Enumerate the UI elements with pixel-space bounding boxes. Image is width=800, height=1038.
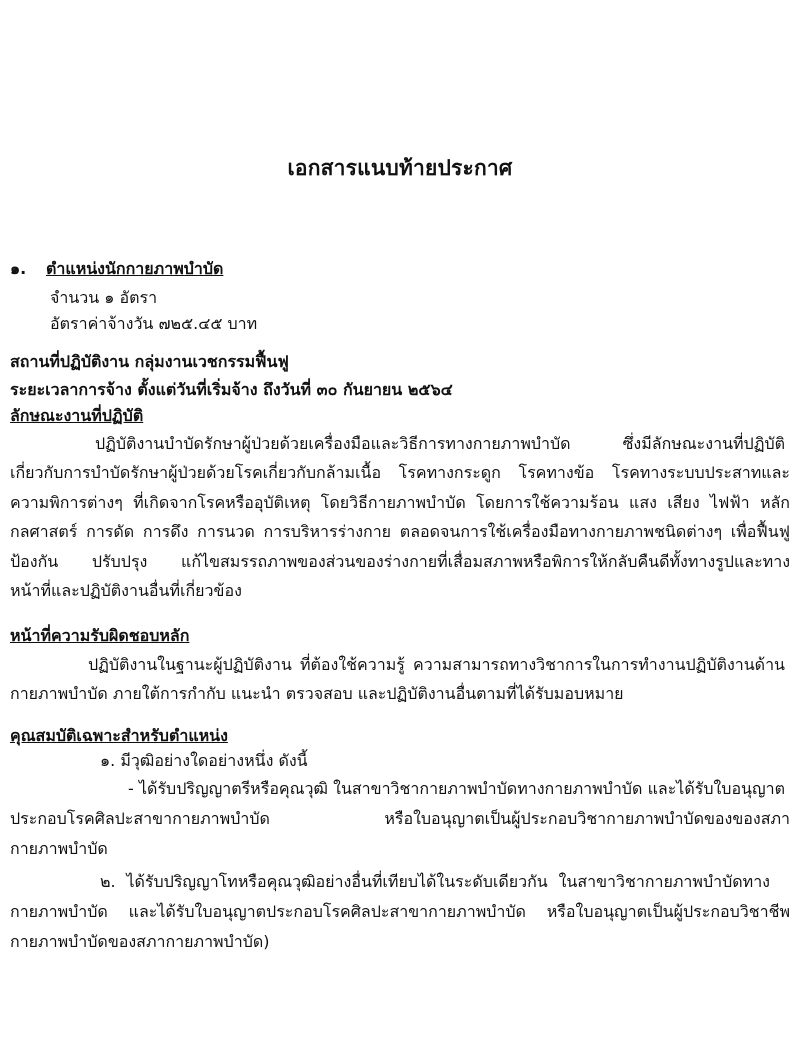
responsibilities-line: กายภาพบำบัด ภายใต้การกำกับ แนะนำ ตรวจสอบ และปฏิบัติงานอื่นตามที่ได้รับมอบหมาย [10,684,624,703]
position-name: ตำแหน่งนักกายภาพบำบัด [46,259,224,278]
workplace: สถานที่ปฏิบัติงาน กลุ่มงานเวชกรรมฟื้นฟู [10,352,289,371]
job-nature-line: กลศาสตร์ การดัด การดึง การนวด การบริหารร่างกาย ตลอดจนการใช้เครื่องมือทางกายภาพชนิดต่างๆ เพื่อฟื้นฟู [10,522,790,541]
qualification-item-1-line: - ได้รับปริญญาตรีหรือคุณวุฒิ ในสาขาวิชากายภาพบำบัดทางกายภาพบำบัด และได้รับใบอนุญาต [128,779,785,798]
job-nature-heading: ลักษณะงานที่ปฏิบัติ [10,406,144,425]
qualifications-heading: คุณสมบัติเฉพาะสำหรับตำแหน่ง [10,726,228,745]
qualification-item-1-line: กายภาพบำบัด [10,839,108,858]
qualification-item-1-line: ประกอบโรคศิลปะสาขากายภาพบำบัด หรือใบอนุญาตเป็นผู้ประกอบวิชากายภาพบำบัดของของสภา [10,809,790,828]
qualification-item-2-line: กายภาพบำบัดของสภากายภาพบำบัด) [10,932,270,951]
responsibilities-line: ปฏิบัติงานในฐานะผู้ปฏิบัติงาน ที่ต้องใช้ความรู้ ความสามารถทางวิชาการในการทำงานปฏิบัติงานด้าน [88,655,785,674]
responsibilities-heading: หน้าที่ความรับผิดชอบหลัก [10,626,190,645]
document-title: เอกสารแนบท้ายประกาศ [287,156,513,180]
position-count: จำนวน ๑ อัตรา [50,288,158,307]
position-heading [10,258,790,280]
job-nature-line: ความพิการต่างๆ ที่เกิดจากโรคหรืออุบัติเหตุ โดยวิธีกายภาพบำบัด โดยการใช้ความร้อน แสง เสียง ไฟฟ้า หลัก [10,493,790,512]
job-nature-line: ปฏิบัติงานบำบัดรักษาผู้ป่วยด้วยเครื่องมือและวิธีการทางกายภาพบำบัด ซึ่งมีลักษณะงานที่ปฏิบัติ [95,434,785,453]
qualification-item-2-line: กายภาพบำบัด และได้รับใบอนุญาตประกอบโรคศิลปะสาขากายภาพบำบัด หรือใบอนุญาตเป็นผู้ประกอบวิชาชีพ [10,902,790,921]
qualifications-intro: ๑. มีวุฒิอย่างใดอย่างหนึ่ง ดังนี้ [100,751,308,770]
job-nature-line: เกี่ยวกับการบำบัดรักษาผู้ป่วยด้วยโรคเกี่ยวกับกล้ามเนื้อ โรคทางกระดูก โรคทางข้อ โรคทางระบบประสาทและ [10,463,790,482]
job-nature-line: หน้าที่และปฏิบัติงานอื่นที่เกี่ยวข้อง [10,581,242,600]
qualification-item-2-line: ๒. ได้รับปริญญาโทหรือคุณวุฒิอย่างอื่นที่เทียบได้ในระดับเดียวกัน ในสาขาวิชากายภาพบำบัดทาง [100,872,770,891]
job-nature-line: ป้องกัน ปรับปรุง แก้ไขสมรรถภาพของส่วนของร่างกายที่เสื่อมสภาพหรือพิการให้กลับคืนดีทั้งทางรูปและทาง [10,552,790,571]
employment-period: ระยะเวลาการจ้าง ตั้งแต่วันที่เริ่มจ้าง ถึงวันที่ ๓๐ กันยายน ๒๕๖๔ [10,380,453,399]
position-number: ๑. [10,259,27,278]
position-wage: อัตราค่าจ้างวัน ๗๒๕.๔๕ บาท [50,314,258,333]
